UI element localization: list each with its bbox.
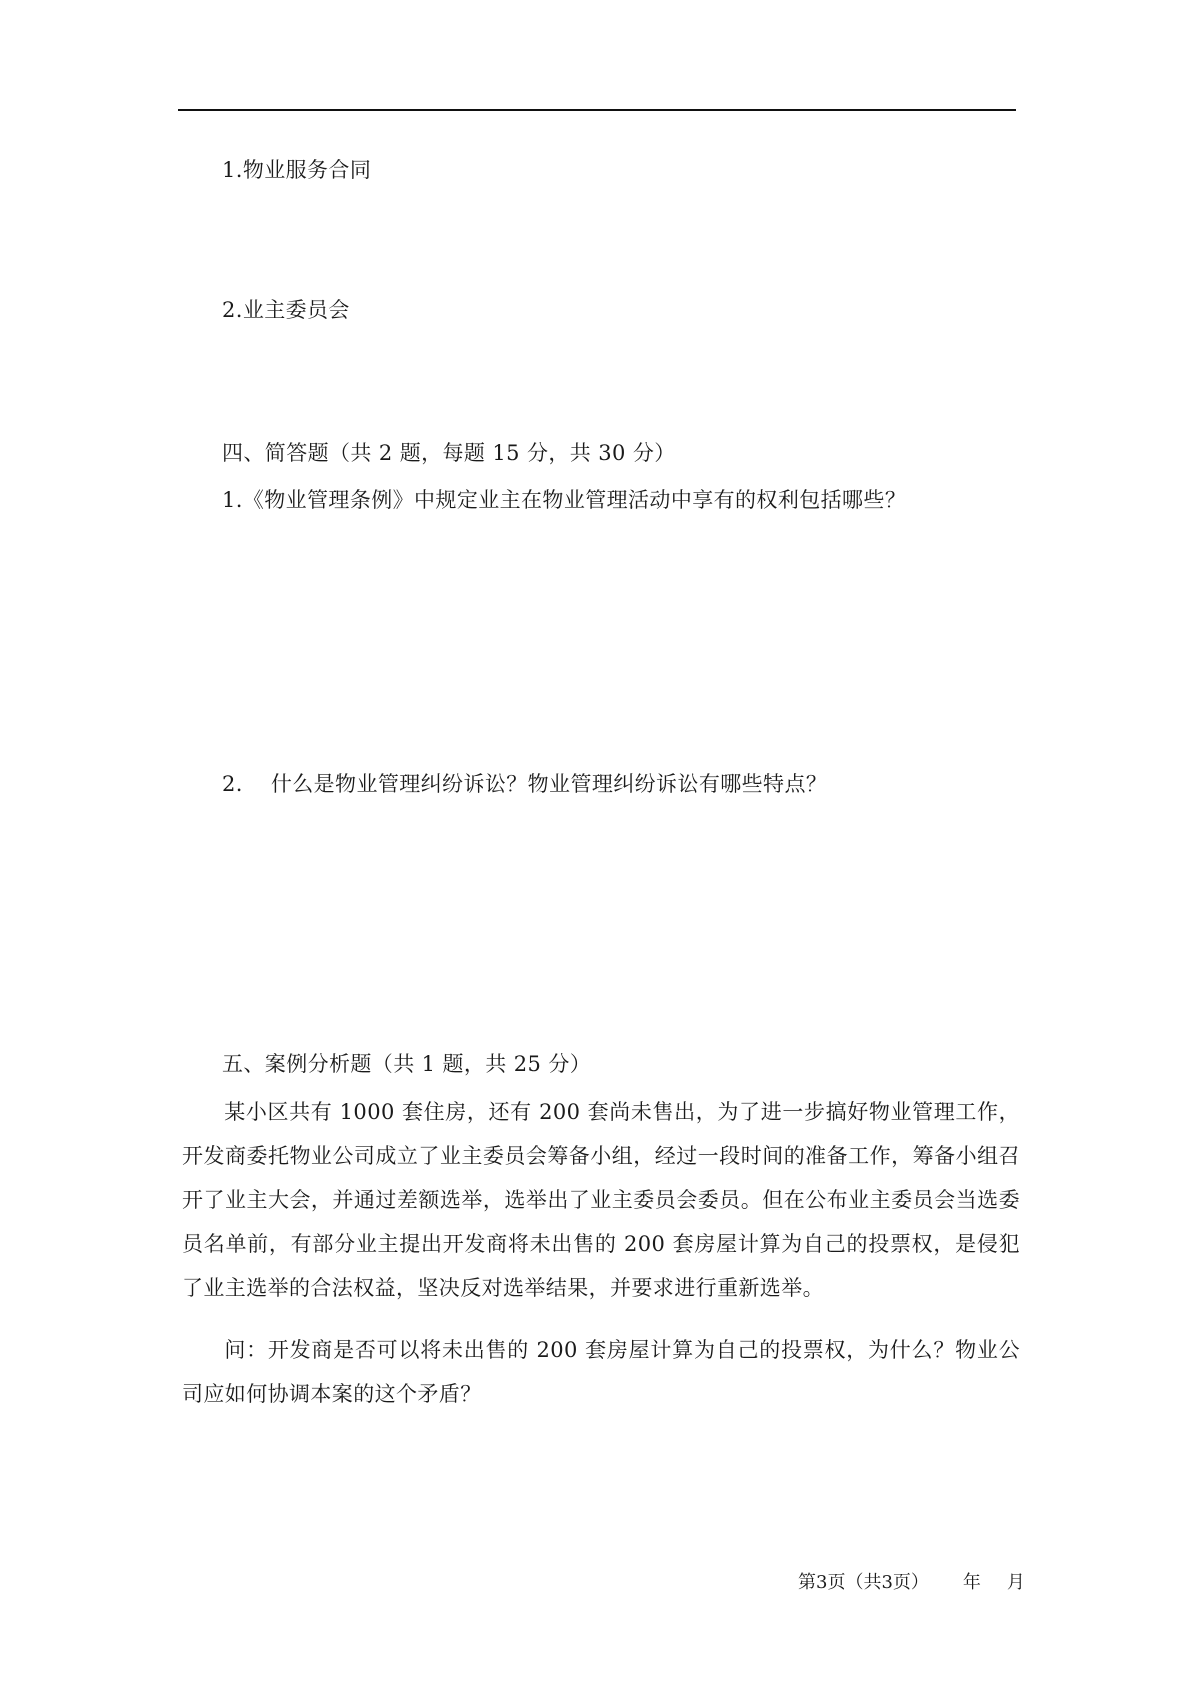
question-2-text: 什么是物业管理纠纷诉讼？物业管理纠纷诉讼有哪些特点？	[270, 772, 828, 796]
footer-year: 年	[962, 1572, 981, 1593]
short-answer-question-1: 1.《物业管理条例》中规定业主在物业管理活动中享有的权利包括哪些？	[222, 488, 907, 512]
section-5-heading: 五、案例分析题（共 1 题，共 25 分）	[222, 1052, 592, 1076]
case-text: 某小区共有 1000 套住房，还有 200 套尚未售出，为了进一步搞好物业管理工作，开发商委托物业公司成立了业主委员会筹备小组，经过一段时间的准备工作，筹备小组召开了业主大会，并通过差额选举，选举出了业主委员会委员。但在公布业主委员会当选委员名单前，有部分业主提出开发商将未出售的 200 套房屋计算为自己的投票权，是侵犯了业主选举的合法权益，坚决反对选举结果，并要求进行重新选举。	[182, 1100, 1020, 1300]
short-answer-question-2	[222, 770, 827, 798]
page-number: 第3页（共3页）	[798, 1572, 929, 1593]
term-item-1: 1.物业服务合同	[222, 158, 372, 182]
header-rule	[178, 109, 1016, 111]
section-4-heading: 四、简答题（共 2 题，每题 15 分，共 30 分）	[222, 441, 676, 465]
case-question-text: 问：开发商是否可以将未出售的 200 套房屋计算为自己的投票权，为什么？物业公司应如何协调本案的这个矛盾？	[182, 1338, 1020, 1406]
page-footer	[798, 1571, 1025, 1595]
case-description	[182, 1090, 1020, 1310]
question-2-number: 2.	[222, 772, 243, 796]
footer-month: 月	[1006, 1572, 1025, 1593]
term-item-2: 2.业主委员会	[222, 298, 350, 322]
case-question	[182, 1328, 1020, 1416]
